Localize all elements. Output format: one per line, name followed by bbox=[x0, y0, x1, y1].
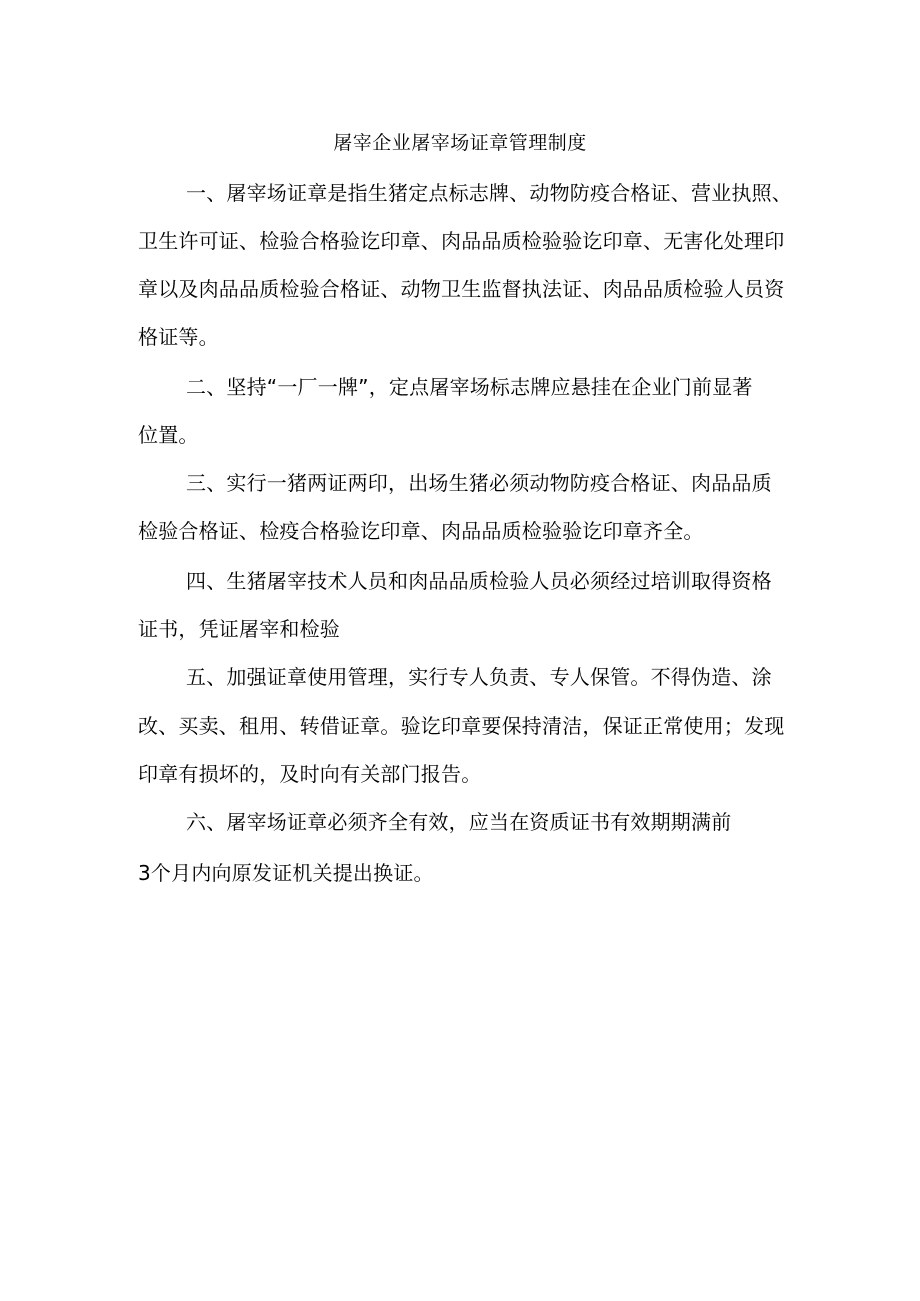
paragraph-3-line-1: 三、实行一猪两证两印，出场生猪必须动物防疫合格证、肉品品质 bbox=[186, 471, 772, 495]
paragraph-5-line-2: 改、买卖、租用、转借证章。验讫印章要保持清洁，保证正常使用；发现 bbox=[138, 714, 785, 738]
paragraph-6-line-1: 六、屠宰场证章必须齐全有效，应当在资质证书有效期期满前 bbox=[186, 810, 732, 834]
paragraph-1-line-4: 格证等。 bbox=[138, 325, 219, 349]
paragraph-2-line-1: 二、坚持“一厂一牌”，定点屠宰场标志牌应悬挂在企业门前显著 bbox=[186, 375, 753, 399]
paragraph-3-line-2: 检验合格证、检疫合格验讫印章、肉品品质检验验讫印章齐全。 bbox=[138, 519, 704, 543]
paragraph-1-line-3: 章以及肉品品质检验合格证、动物卫生监督执法证、肉品品质检验人员资 bbox=[138, 277, 785, 301]
paragraph-5-line-3: 印章有损坏的，及时向有关部门报告。 bbox=[138, 762, 482, 786]
paragraph-2-line-2: 位置。 bbox=[138, 423, 199, 447]
paragraph-5-line-1: 五、加强证章使用管理，实行专人负责、专人保管。不得伪造、涂 bbox=[186, 665, 772, 689]
paragraph-4-line-1: 四、生猪屠宰技术人员和肉品品质检验人员必须经过培训取得资格 bbox=[186, 569, 772, 593]
paragraph-1-line-1: 一、屠宰场证章是指生猪定点标志牌、动物防疫合格证、营业执照、 bbox=[186, 181, 792, 205]
paragraph-1-line-2: 卫生许可证、检验合格验讫印章、肉品品质检验验讫印章、无害化处理印 bbox=[138, 229, 785, 253]
document-title: 屠宰企业屠宰场证章管理制度 bbox=[333, 132, 587, 154]
paragraph-4-line-2: 证书，凭证屠宰和检验 bbox=[138, 617, 340, 641]
paragraph-6-line-2: 3个月内向原发证机关提出换证。 bbox=[138, 861, 434, 885]
